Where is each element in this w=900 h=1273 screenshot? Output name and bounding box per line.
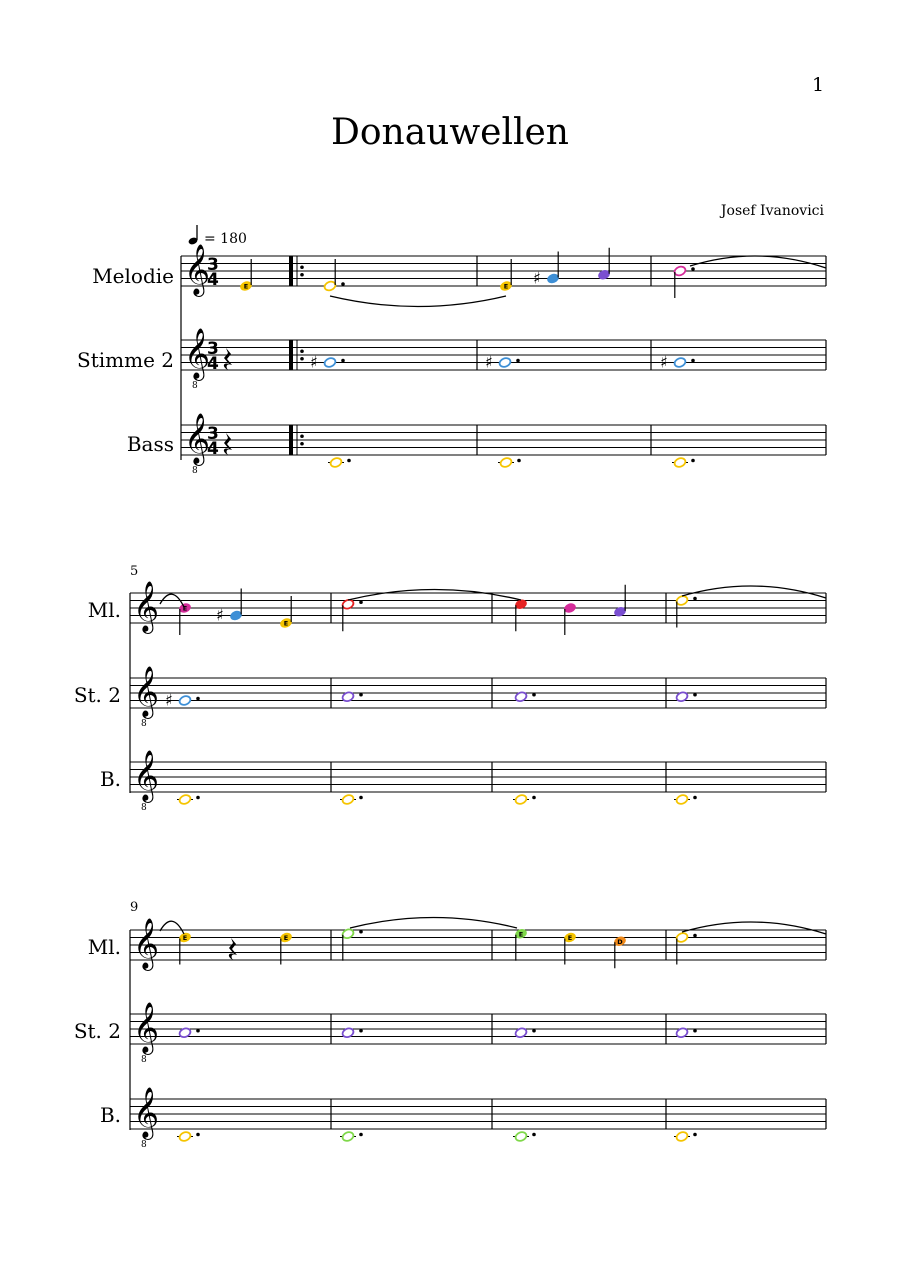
treble-clef-icon: 𝄞 [133,750,160,801]
page-number: 1 [812,74,825,96]
treble-clef-icon: 𝄞 [133,1087,160,1138]
bar-number: 5 [130,564,139,579]
time-signature-numerator: 3 [207,339,219,359]
time-signature-denominator: 4 [207,354,219,374]
repeat-thick-bar [289,340,293,370]
octave-marker: 8 [192,381,198,391]
time-signature-numerator: 3 [207,255,219,275]
note-name-label: E [518,930,524,939]
sharp-sign: ♯ [310,352,318,372]
augmentation-dot [693,1029,697,1033]
staff-label-melodie: Ml. [87,935,121,959]
notehead [341,1131,354,1143]
augmentation-dot [359,796,363,800]
augmentation-dot [341,359,345,363]
repeat-thick-bar [289,425,293,455]
augmentation-dot [196,1029,200,1033]
augmentation-dot [347,459,351,463]
composer-name: Josef Ivanovici [720,203,824,219]
note-c4 [514,794,527,806]
repeat-dot [300,442,304,446]
augmentation-dot [532,1133,536,1137]
note-c4 [178,794,191,806]
notehead [498,357,511,369]
note-c4 [329,457,342,469]
notehead [675,794,688,806]
tempo-text: = 180 [204,231,247,247]
augmentation-dot [693,796,697,800]
note-c4 [178,1131,191,1143]
augmentation-dot [693,693,697,697]
augmentation-dot [691,267,695,271]
bar-number: 9 [130,900,139,915]
note-g4 [178,695,191,707]
augmentation-dot [359,693,363,697]
octave-marker: 8 [141,803,147,813]
note-c4 [675,794,688,806]
treble-clef-icon: 𝄞 [184,328,211,379]
notehead [673,457,686,469]
slur [330,296,506,307]
quarter-rest [224,348,232,370]
notehead [323,357,336,369]
note-g4 [498,357,511,369]
repeat-dot [300,349,304,353]
augmentation-dot [359,1133,363,1137]
augmentation-dot [196,697,200,701]
staff-label-bass: B. [99,1103,121,1127]
note-c4 [514,1131,527,1143]
treble-clef-icon: 𝄞 [184,413,211,464]
octave-marker: 8 [141,1055,147,1065]
quarter-rest [224,433,232,455]
augmentation-dot [532,693,536,697]
note-c4 [341,1131,354,1143]
note-name-label: E [283,619,289,628]
time-signature-numerator: 3 [207,424,219,444]
note-name-label: E [283,934,289,943]
treble-clef-icon: 𝄞 [133,666,160,717]
note-name-label: E [182,934,188,943]
staff-label-bass: Bass [126,432,174,456]
piece-title: Donauwellen [330,112,569,153]
staff-label-stimme2: St. 2 [73,1019,121,1043]
repeat-dot [300,434,304,438]
note-name-label: E [182,604,188,613]
augmentation-dot [517,459,521,463]
octave-marker: 8 [141,719,147,729]
staff-label-melodie: Ml. [87,598,121,622]
slur [690,256,826,268]
note-c4 [341,794,354,806]
sharp-sign: ♯ [660,352,668,372]
notehead [673,357,686,369]
augmentation-dot [359,600,363,604]
octave-marker: 8 [141,1140,147,1150]
notehead [514,794,527,806]
augmentation-dot [691,359,695,363]
note-name-label: E [567,934,573,943]
repeat-dot [300,357,304,361]
slur [350,918,517,929]
sharp-sign: ♯ [485,352,493,372]
slur [682,922,826,934]
augmentation-dot [196,1133,200,1137]
repeat-dot [300,273,304,277]
notehead [178,695,191,707]
treble-clef-icon: 𝄞 [133,1002,160,1053]
staff-label-stimme2: St. 2 [73,683,121,707]
augmentation-dot [693,934,697,938]
augmentation-dot [532,1029,536,1033]
notehead [341,794,354,806]
treble-clef-icon: 𝄞 [184,244,211,295]
notehead [178,794,191,806]
slur [682,586,826,598]
augmentation-dot [691,459,695,463]
note-c4 [673,457,686,469]
sharp-sign: ♯ [165,690,173,710]
augmentation-dot [532,796,536,800]
notehead [178,1131,191,1143]
staff-label-stimme2: Stimme 2 [77,348,174,372]
note-name-label: D [617,937,623,946]
time-signature-denominator: 4 [207,270,219,290]
notehead [329,457,342,469]
augmentation-dot [516,359,520,363]
notehead [514,1131,527,1143]
slur [160,921,184,934]
repeat-thick-bar [289,256,293,286]
notehead [675,1131,688,1143]
staff-label-melodie: Melodie [92,264,174,288]
slur [348,590,521,601]
treble-clef-icon: 𝄞 [133,581,160,632]
note-c4 [499,457,512,469]
notehead [499,457,512,469]
treble-clef-icon: 𝄞 [133,918,160,969]
sharp-sign: ♯ [216,605,224,625]
augmentation-dot [693,597,697,601]
sharp-sign: ♯ [533,268,541,288]
augmentation-dot [359,1029,363,1033]
augmentation-dot [359,930,363,934]
staff-label-bass: B. [99,767,121,791]
augmentation-dot [693,1133,697,1137]
quarter-rest [229,938,237,960]
augmentation-dot [341,282,345,286]
note-g4 [323,357,336,369]
note-c4 [675,1131,688,1143]
note-g4 [673,357,686,369]
note-name-label: E [503,282,509,291]
note-name-label: E [243,282,249,291]
augmentation-dot [196,796,200,800]
time-signature-denominator: 4 [207,439,219,459]
repeat-dot [300,265,304,269]
octave-marker: 8 [192,466,198,476]
